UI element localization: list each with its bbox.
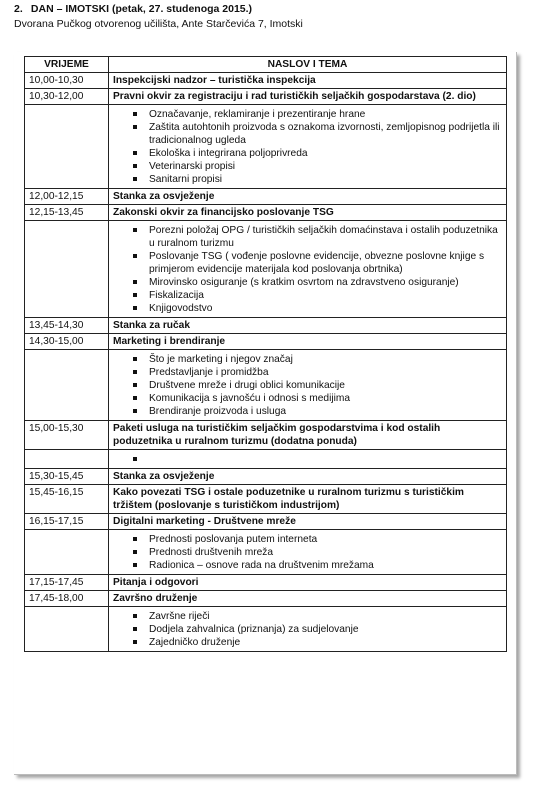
time-cell: 15,00-15,30	[25, 421, 109, 450]
empty-time-cell	[25, 530, 109, 575]
header-row	[25, 57, 507, 73]
subtopic-list	[109, 453, 506, 466]
subtopics-row	[25, 350, 507, 421]
subtopics-cell	[109, 530, 507, 575]
subtopic-item: Zajedničko druženje	[109, 636, 506, 649]
topic-cell: Inspekcijski nadzor – turistička inspekcija	[109, 73, 507, 89]
schedule-row	[25, 189, 507, 205]
subtopic-item: Knjigovodstvo	[109, 302, 506, 315]
document-header	[14, 2, 303, 32]
topic-cell: Pravni okvir za registraciju i rad turističkih seljačkih gospodarstava (2. dio)	[109, 89, 507, 105]
day-number: 2.	[14, 3, 23, 15]
subtopic-item: Dodjela zahvalnica (priznanja) za sudjelovanje	[109, 623, 506, 636]
schedule-row	[25, 334, 507, 350]
subtopics-cell	[109, 350, 507, 421]
day-title-text: DAN – IMOTSKI (petak, 27. studenoga 2015.)	[30, 3, 253, 15]
empty-time-cell	[25, 350, 109, 421]
time-cell: 17,45-18,00	[25, 591, 109, 607]
subtopic-item: Prednosti društvenih mreža	[109, 546, 506, 559]
subtopics-row	[25, 221, 507, 318]
subtopic-item: Prednosti poslovanja putem interneta	[109, 533, 506, 546]
subtopic-list	[109, 224, 506, 315]
topic-cell: Zakonski okvir za financijsko poslovanje TSG	[109, 205, 507, 221]
subtopic-item: Društvene mreže i drugi oblici komunikacije	[109, 379, 506, 392]
subtopic-item: Označavanje, reklamiranje i prezentiranje hrane	[109, 108, 506, 121]
subtopic-item: Poslovanje TSG ( vođenje poslovne evidencije, obvezne poslovne knjige s primjerom evidencije materijala kod poslovanja obrtnika)	[109, 250, 506, 276]
schedule-row	[25, 469, 507, 485]
subtopic-item: Zaštita autohtonih proizvoda s oznakoma izvornosti, zemljopisnog podrijetla ili tradicionalnog ugleda	[109, 121, 506, 147]
subtopic-item: Mirovinsko osiguranje (s kratkim osvrtom na zdravstveno osiguranje)	[109, 276, 506, 289]
subtopics-row	[25, 607, 507, 652]
schedule-row	[25, 318, 507, 334]
time-cell: 12,15-13,45	[25, 205, 109, 221]
subtopic-list	[109, 610, 506, 649]
subtopic-item: Sanitarni propisi	[109, 173, 506, 186]
subtopic-item: Komunikacija s javnošću i odnosi s medijima	[109, 392, 506, 405]
topic-cell: Stanka za ručak	[109, 318, 507, 334]
subtopics-cell	[109, 105, 507, 189]
time-cell: 16,15-17,15	[25, 514, 109, 530]
subtopics-cell	[109, 221, 507, 318]
subtopic-item: Predstavljanje i promidžba	[109, 366, 506, 379]
subtopic-item: Brendiranje proizvoda i usluga	[109, 405, 506, 418]
empty-time-cell	[25, 607, 109, 652]
subtopic-item: Završne riječi	[109, 610, 506, 623]
subtopics-row	[25, 530, 507, 575]
column-header-time: VRIJEME	[25, 57, 109, 73]
time-cell: 12,00-12,15	[25, 189, 109, 205]
time-cell: 10,00-10,30	[25, 73, 109, 89]
subtopics-row	[25, 105, 507, 189]
subtopic-item: Fiskalizacija	[109, 289, 506, 302]
time-cell: 17,15-17,45	[25, 575, 109, 591]
time-cell: 14,30-15,00	[25, 334, 109, 350]
schedule-row	[25, 485, 507, 514]
schedule-row	[25, 421, 507, 450]
day-title	[14, 2, 303, 17]
venue-line: Dvorana Pučkog otvorenog učilišta, Ante Starčevića 7, Imotski	[14, 18, 303, 30]
topic-cell: Marketing i brendiranje	[109, 334, 507, 350]
schedule-row	[25, 514, 507, 530]
column-header-topic: NASLOV I TEMA	[109, 57, 507, 73]
topic-cell: Pitanja i odgovori	[109, 575, 507, 591]
schedule-row	[25, 205, 507, 221]
topic-cell: Kako povezati TSG i ostale poduzetnike u ruralnom turizmu s turističkim tržištem (poslovanje s turističkom industrijom)	[109, 485, 507, 514]
time-cell: 15,45-16,15	[25, 485, 109, 514]
topic-cell: Stanka za osvježenje	[109, 189, 507, 205]
schedule-row	[25, 89, 507, 105]
empty-time-cell	[25, 221, 109, 318]
topic-cell: Paketi usluga na turističkim seljačkim gospodarstvima i kod ostalih poduzetnika u ruralnom turizmu (dodatna ponuda)	[109, 421, 507, 450]
subtopics-cell	[109, 607, 507, 652]
subtopic-item	[109, 453, 506, 466]
empty-time-cell	[25, 450, 109, 469]
topic-cell: Digitalni marketing - Društvene mreže	[109, 514, 507, 530]
time-cell: 15,30-15,45	[25, 469, 109, 485]
schedule-row	[25, 591, 507, 607]
subtopics-cell	[109, 450, 507, 469]
subtopic-list	[109, 108, 506, 186]
empty-time-cell	[25, 105, 109, 189]
subtopics-row	[25, 450, 507, 469]
subtopic-item: Što je marketing i njegov značaj	[109, 353, 506, 366]
subtopic-list	[109, 533, 506, 572]
subtopic-item: Porezni položaj OPG / turističkih seljačkih domaćinstava i ostalih poduzetnika u ruralnom turizmu	[109, 224, 506, 250]
time-cell: 10,30-12,00	[25, 89, 109, 105]
subtopic-item: Ekološka i integrirana poljoprivreda	[109, 147, 506, 160]
topic-cell: Završno druženje	[109, 591, 507, 607]
schedule-row	[25, 575, 507, 591]
schedule-body	[25, 73, 507, 652]
schedule-table	[24, 56, 507, 652]
subtopic-item: Radionica – osnove rada na društvenim mrežama	[109, 559, 506, 572]
time-cell: 13,45-14,30	[25, 318, 109, 334]
topic-cell: Stanka za osvježenje	[109, 469, 507, 485]
schedule-row	[25, 73, 507, 89]
subtopic-list	[109, 353, 506, 418]
subtopic-item: Veterinarski propisi	[109, 160, 506, 173]
